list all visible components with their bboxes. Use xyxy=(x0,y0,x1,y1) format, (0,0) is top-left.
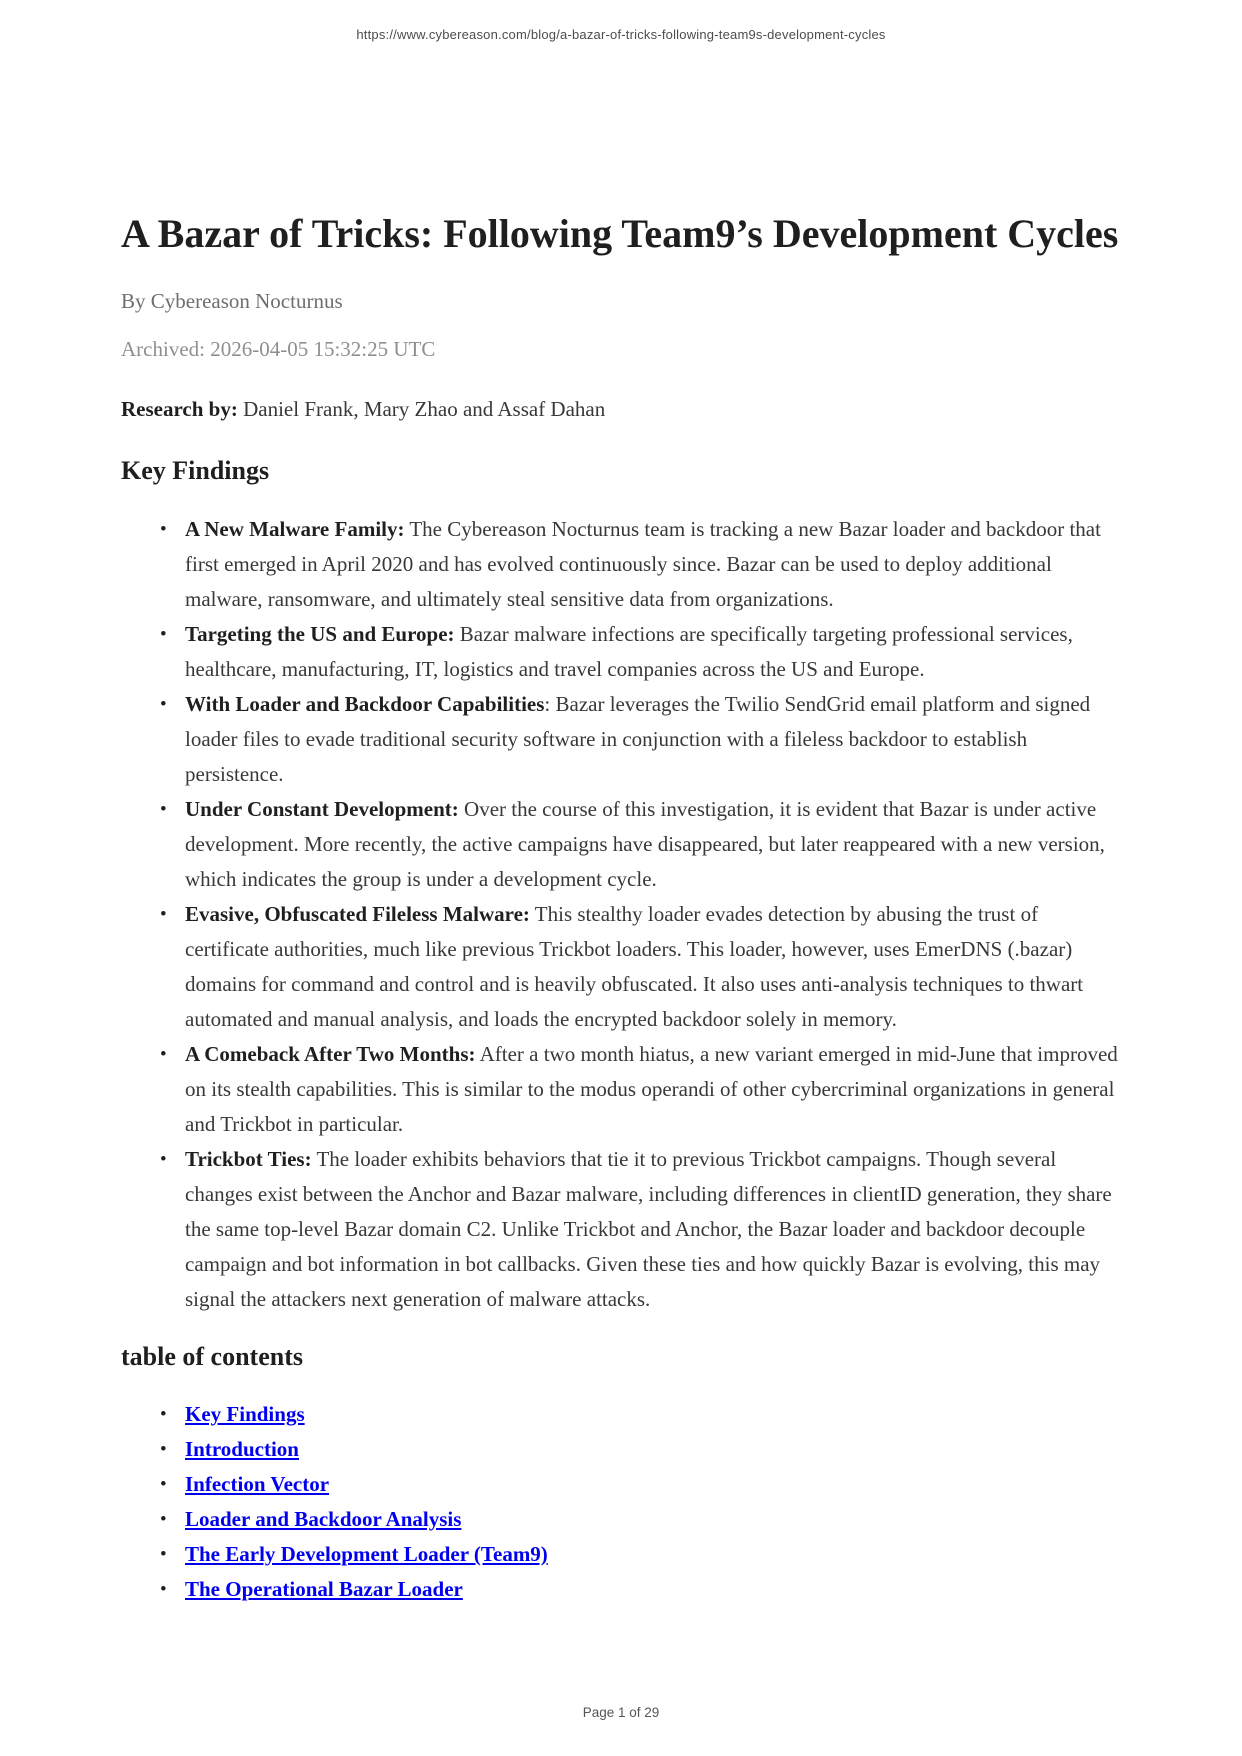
finding-text: Over the course of this investigation, it is evident that Bazar is under active development. More recently, the active campaigns have disappeared, but later reappeared with a new version, which indicates the group is under a development cycle. xyxy=(185,797,1105,891)
toc-link-loader-and-backdoor-analysis[interactable]: Loader and Backdoor Analysis xyxy=(185,1507,462,1531)
list-item xyxy=(185,1037,1121,1142)
key-findings-heading: Key Findings xyxy=(121,456,270,485)
finding-lead: With Loader and Backdoor Capabilities xyxy=(185,692,545,716)
finding-text: The loader exhibits behaviors that tie it to previous Trickbot campaigns. Though several changes exist between the Anchor and Bazar malware, including differences in clientID generation, they share the same top-level Bazar domain C2. Unlike Trickbot and Anchor, the Bazar loader and backdoor decouple campaign and bot information in bot callbacks. Given these ties and how quickly Bazar is evolving, this may signal the attackers next generation of malware attacks. xyxy=(185,1147,1112,1311)
finding-text: Bazar malware infections are specifically targeting professional services, healthcare, manufacturing, IT, logistics and travel companies across the US and Europe. xyxy=(185,622,1073,681)
toc-link-key-findings[interactable]: Key Findings xyxy=(185,1402,305,1426)
list-item xyxy=(185,1142,1121,1317)
toc-link-infection-vector[interactable]: Infection Vector xyxy=(185,1472,330,1496)
list-item xyxy=(185,1432,1121,1467)
list-item xyxy=(185,1397,1121,1432)
finding-lead: Targeting the US and Europe: xyxy=(185,622,455,646)
toc-link-operational-bazar-loader[interactable]: The Operational Bazar Loader xyxy=(185,1577,463,1601)
table-of-contents-list xyxy=(121,1397,1121,1607)
finding-lead: Trickbot Ties: xyxy=(185,1147,312,1171)
finding-text: : Bazar leverages the Twilio SendGrid email platform and signed loader files to evade traditional security software in conjunction with a fileless backdoor to establish persistence. xyxy=(185,692,1091,786)
list-item xyxy=(185,687,1121,792)
research-by-label: Research by: xyxy=(121,397,238,421)
archived-timestamp: Archived: 2026-04-05 15:32:25 UTC xyxy=(121,337,436,361)
list-item xyxy=(185,1537,1121,1572)
toc-link-introduction[interactable]: Introduction xyxy=(185,1437,299,1461)
list-item xyxy=(185,1572,1121,1607)
key-findings-list xyxy=(121,512,1121,1317)
finding-text: This stealthy loader evades detection by abusing the trust of certificate authorities, much like previous Trickbot loaders. This loader, however, uses EmerDNS (.bazar) domains for command and control and is heavily obfuscated. It also uses anti-analysis techniques to thwart automated and manual analysis, and loads the encrypted backdoor solely in memory. xyxy=(185,902,1084,1031)
toc-link-early-development-loader-team9[interactable]: The Early Development Loader (Team9) xyxy=(185,1542,548,1566)
byline: By Cybereason Nocturnus xyxy=(121,289,343,313)
page-title: A Bazar of Tricks: Following Team9’s Development Cycles xyxy=(121,211,1119,256)
list-item xyxy=(185,1502,1121,1537)
list-item xyxy=(185,897,1121,1037)
list-item xyxy=(185,792,1121,897)
research-by-names: Daniel Frank, Mary Zhao and Assaf Dahan xyxy=(237,397,606,421)
table-of-contents-heading: table of contents xyxy=(121,1342,303,1371)
list-item xyxy=(185,1467,1121,1502)
page-number-footer: Page 1 of 29 xyxy=(582,1705,660,1720)
finding-text: After a two month hiatus, a new variant emerged in mid-June that improved on its stealth capabilities. This is similar to the modus operandi of other cybercriminal organizations in general and Trickbot in particular. xyxy=(185,1042,1118,1136)
list-item xyxy=(185,617,1121,687)
finding-lead: A New Malware Family: xyxy=(185,517,405,541)
finding-lead: A Comeback After Two Months: xyxy=(185,1042,476,1066)
research-by-line xyxy=(121,396,1121,423)
finding-lead: Under Constant Development: xyxy=(185,797,459,821)
finding-lead: Evasive, Obfuscated Fileless Malware: xyxy=(185,902,530,926)
list-item xyxy=(185,512,1121,617)
archived-page-url: https://www.cybereason.com/blog/a-bazar-of-tricks-following-team9s-development-cycles xyxy=(356,27,886,42)
finding-text: The Cybereason Nocturnus team is tracking a new Bazar loader and backdoor that first emerged in April 2020 and has evolved continuously since. Bazar can be used to deploy additional malware, ransomware, and ultimately steal sensitive data from organizations. xyxy=(185,517,1101,611)
